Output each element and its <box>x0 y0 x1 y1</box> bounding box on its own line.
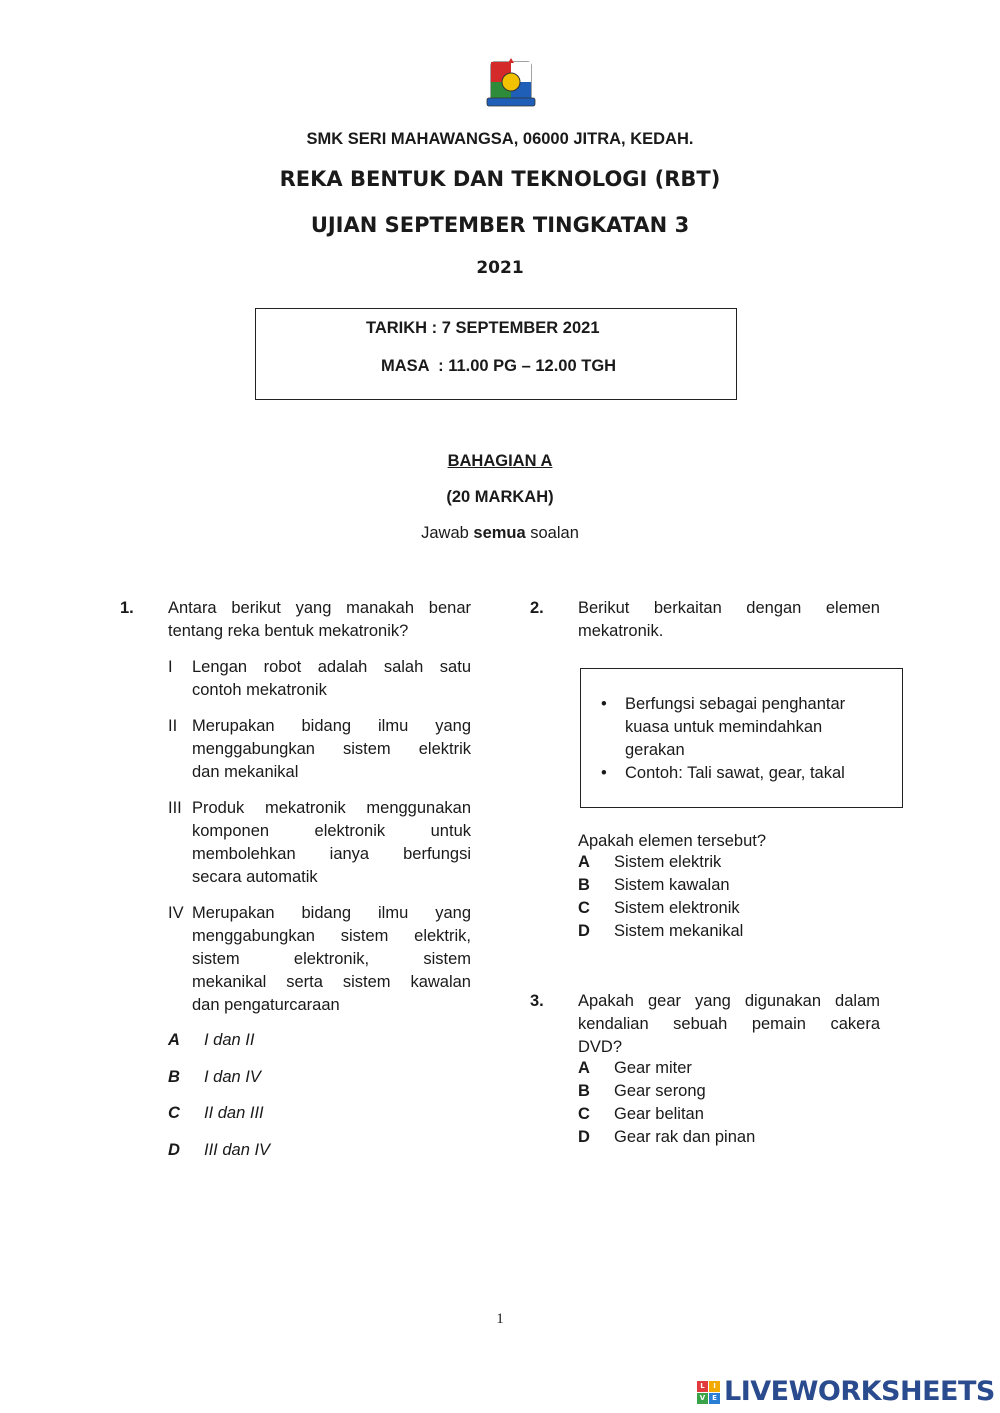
question-number: 2. <box>530 599 544 617</box>
question-stem: Berikut berkaitan dengan elemen mekatronik. <box>578 599 880 640</box>
subject-title: REKA BENTUK DAN TEKNOLOGI (RBT) <box>279 167 721 191</box>
statement-numeral: III <box>168 799 182 817</box>
section-marks: (20 MARKAH) <box>446 488 554 506</box>
option-c-text[interactable]: Sistem elektronik <box>614 899 740 917</box>
exam-time: MASA : 11.00 PG – 12.00 TGH <box>381 357 617 375</box>
exam-year: 2021 <box>476 258 524 278</box>
option-b-letter[interactable]: B <box>578 1082 590 1100</box>
option-c-letter[interactable]: C <box>578 1105 590 1123</box>
option-b-letter[interactable]: B <box>578 876 590 894</box>
question-stem: Apakah gear yang digunakan dalam kendalian sebuah pemain cakera DVD? <box>578 992 880 1056</box>
page-number: 1 <box>496 1311 504 1327</box>
liveworksheets-logo-icon: L I V E <box>697 1381 721 1405</box>
option-c-letter[interactable]: C <box>578 899 590 917</box>
exam-title: UJIAN SEPTEMBER TINGKATAN 3 <box>310 213 690 237</box>
option-b-text[interactable]: I dan IV <box>204 1068 261 1086</box>
statement-numeral: I <box>168 658 173 676</box>
statement-numeral: IV <box>168 904 184 922</box>
question-prompt: Apakah elemen tersebut? <box>578 832 767 850</box>
statement-numeral: II <box>168 717 178 735</box>
option-a-text[interactable]: I dan II <box>204 1031 255 1049</box>
option-d-text[interactable]: III dan IV <box>204 1141 271 1159</box>
option-c-text[interactable]: II dan III <box>204 1104 264 1122</box>
option-b-letter[interactable]: B <box>168 1068 180 1086</box>
option-d-letter[interactable]: D <box>578 1128 590 1146</box>
statement-text: Produk mekatronik menggunakan komponen elektronik untuk membolehkan ianya berfungsi secara automatik <box>192 799 471 886</box>
option-d-letter[interactable]: D <box>578 922 590 940</box>
section-title: BAHAGIAN A <box>447 452 553 470</box>
section-instruction: Jawab semua soalan <box>421 524 579 542</box>
liveworksheets-watermark[interactable]: LIVEWORKSHEETS <box>724 1376 995 1407</box>
statement-text: Merupakan bidang ilmu yang menggabungkan sistem elektrik, sistem elektronik, sistem mekanikal serta sistem kawalan dan pengaturcaraan <box>192 904 471 1014</box>
question-stem: Antara berikut yang manakah benar tentang reka bentuk mekatronik? <box>168 599 471 640</box>
question-number: 3. <box>530 992 544 1010</box>
statement-text: Merupakan bidang ilmu yang menggabungkan sistem elektrik dan mekanikal <box>192 717 471 781</box>
option-c-letter[interactable]: C <box>168 1104 180 1122</box>
school-crest-logo <box>485 58 537 110</box>
school-name: SMK SERI MAHAWANGSA, 06000 JITRA, KEDAH. <box>306 130 694 148</box>
option-a-text[interactable]: Sistem elektrik <box>614 853 722 871</box>
option-a-text[interactable]: Gear miter <box>614 1059 692 1077</box>
option-c-text[interactable]: Gear belitan <box>614 1105 704 1123</box>
option-a-letter[interactable]: A <box>578 1059 590 1077</box>
bullet-dot: • <box>601 764 607 782</box>
question-number: 1. <box>120 599 134 617</box>
option-d-letter[interactable]: D <box>168 1141 180 1159</box>
bullet-text: Berfungsi sebagai penghantar kuasa untuk memindahkan gerakan <box>625 695 846 759</box>
option-d-text[interactable]: Sistem mekanikal <box>614 922 744 940</box>
bullet-dot: • <box>601 695 607 713</box>
bullet-text: Contoh: Tali sawat, gear, takal <box>625 764 845 782</box>
option-a-letter[interactable]: A <box>578 853 590 871</box>
option-b-text[interactable]: Gear serong <box>614 1082 706 1100</box>
exam-date: TARIKH : 7 SEPTEMBER 2021 <box>366 319 600 337</box>
option-a-letter[interactable]: A <box>168 1031 180 1049</box>
option-b-text[interactable]: Sistem kawalan <box>614 876 730 894</box>
statement-text: Lengan robot adalah salah satu contoh mekatronik <box>192 658 471 699</box>
option-d-text[interactable]: Gear rak dan pinan <box>614 1128 756 1146</box>
